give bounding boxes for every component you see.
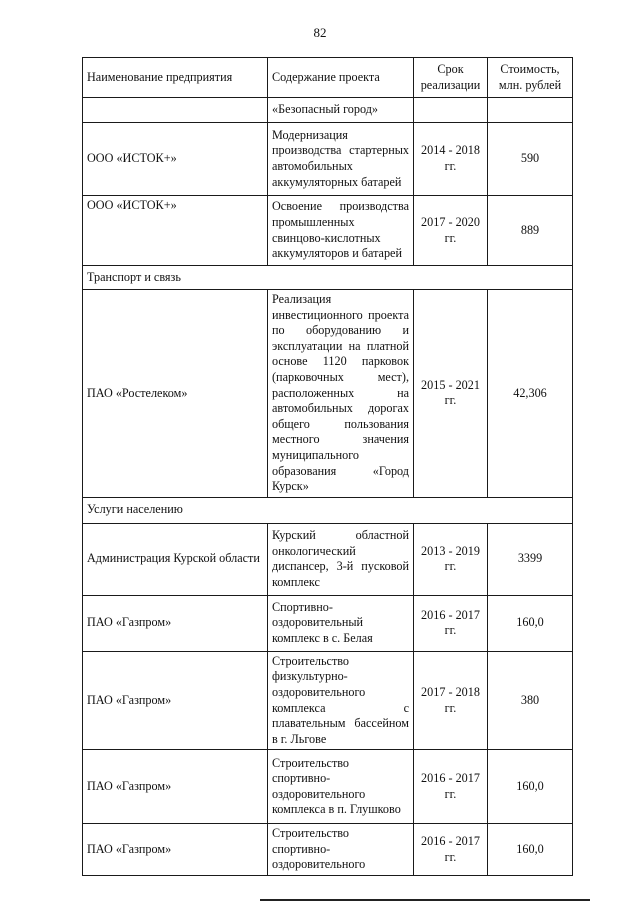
table-row — [83, 123, 573, 196]
company-cell: ПАО «Газпром» — [83, 824, 268, 876]
project-cell: Строительство физкультурно-оздоровительного комплекса с плавательным бассейном в г. Льгове — [268, 651, 414, 750]
table-header-row — [83, 58, 573, 98]
header-project: Содержание проекта — [268, 58, 414, 98]
company-cell: ООО «ИСТОК+» — [83, 196, 268, 266]
cost-cell: 3399 — [488, 523, 573, 595]
company-cell: Администрация Курской области — [83, 523, 268, 595]
period-cell: 2017 - 2020 гг. — [414, 196, 488, 266]
table-row — [83, 595, 573, 651]
page-number: 82 — [313, 25, 327, 40]
table-row — [83, 98, 573, 123]
company-cell: ООО «ИСТОК+» — [83, 123, 268, 196]
project-cell: «Безопасный город» — [268, 98, 414, 123]
section-title: Транспорт и связь — [83, 266, 573, 290]
section-title: Услуги населению — [83, 497, 573, 523]
table-row — [83, 651, 573, 750]
cost-cell: 590 — [488, 123, 573, 196]
company-cell: ПАО «Ростелеком» — [83, 290, 268, 498]
section-row — [83, 266, 573, 290]
company-cell: ПАО «Газпром» — [83, 750, 268, 824]
table-row — [83, 196, 573, 266]
cost-cell: 42,306 — [488, 290, 573, 498]
company-cell — [83, 98, 268, 123]
header-period: Срок реализации — [414, 58, 488, 98]
header-cost: Стоимость, млн. рублей — [488, 58, 573, 98]
table-row — [83, 750, 573, 824]
project-cell: Строительство спортивно-оздоровительного комплекса в п. Глушково — [268, 750, 414, 824]
cost-cell: 160,0 — [488, 750, 573, 824]
header-company: Наименование предприятия — [83, 58, 268, 98]
project-cell: Курский областной онкологический диспансер, 3-й пусковой комплекс — [268, 523, 414, 595]
project-cell: Модернизация производства стартерных автомобильных аккумуляторных батарей — [268, 123, 414, 196]
project-cell: Реализация инвестиционного проекта по оборудованию и эксплуатации на платной основе 1120 парковок (парковочных мест), расположенных на автомобильных дорогах общего пользования местного значения муниципального образования «Город Курск» — [268, 290, 414, 498]
cost-cell — [488, 98, 573, 123]
section-row — [83, 497, 573, 523]
period-cell: 2016 - 2017 гг. — [414, 824, 488, 876]
cost-cell: 160,0 — [488, 595, 573, 651]
period-cell: 2016 - 2017 гг. — [414, 595, 488, 651]
projects-table — [82, 57, 573, 876]
period-cell: 2016 - 2017 гг. — [414, 750, 488, 824]
project-cell: Спортивно-оздоровительный комплекс в с. Белая — [268, 595, 414, 651]
bottom-rule — [260, 899, 590, 901]
project-cell: Строительство спортивно-оздоровительного — [268, 824, 414, 876]
period-cell — [414, 98, 488, 123]
company-cell: ПАО «Газпром» — [83, 595, 268, 651]
cost-cell: 160,0 — [488, 824, 573, 876]
period-cell: 2015 - 2021 гг. — [414, 290, 488, 498]
cost-cell: 889 — [488, 196, 573, 266]
project-cell: Освоение производства промышленных свинцово-кислотных аккумуляторов и батарей — [268, 196, 414, 266]
cost-cell: 380 — [488, 651, 573, 750]
period-cell: 2013 - 2019 гг. — [414, 523, 488, 595]
table-row — [83, 523, 573, 595]
table-row — [83, 290, 573, 498]
company-cell: ПАО «Газпром» — [83, 651, 268, 750]
period-cell: 2014 - 2018 гг. — [414, 123, 488, 196]
table-row — [83, 824, 573, 876]
period-cell: 2017 - 2018 гг. — [414, 651, 488, 750]
